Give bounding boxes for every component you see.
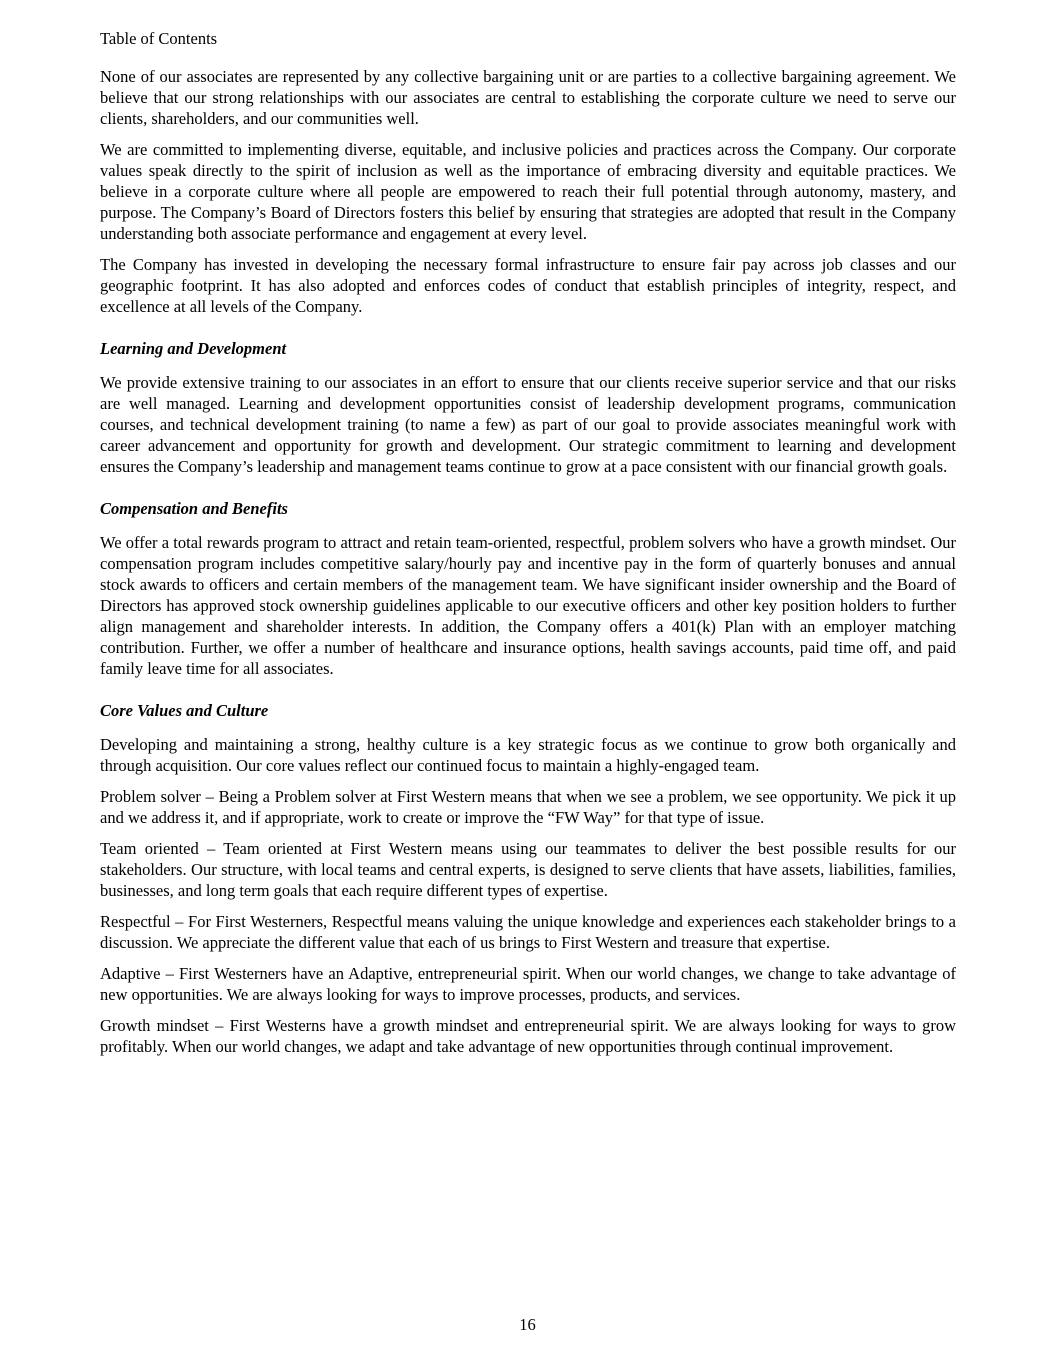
section-heading-compensation-and-benefits: Compensation and Benefits [100,499,288,518]
paragraph-training: We provide extensive training to our associates in an effort to ensure that our clients receive superior service and that our risks are well managed. Learning and development opportunities consist of leadership development programs, communication courses, and technical development training (to name a few) as part of our goal to provide associates meaningful work with career advancement and opportunity for growth and development. Our strategic commitment to learning and development ensures the Company’s leadership and management teams continue to grow at a pace consistent with our financial growth goals. [100,373,956,476]
document-body [100,66,956,1067]
table-of-contents-link[interactable]: Table of Contents [100,29,218,48]
paragraph-adaptive: Adaptive – First Westerners have an Adaptive, entrepreneurial spirit. When our world changes, we change to take advantage of new opportunities. We are always looking for ways to improve processes, products, and services. [100,964,956,1004]
section-heading-learning-and-development: Learning and Development [100,339,287,358]
paragraph-culture-focus: Developing and maintaining a strong, healthy culture is a key strategic focus as we continue to grow both organically and through acquisition. Our core values reflect our continued focus to maintain a highly-engaged team. [100,735,956,775]
paragraph-growth-mindset: Growth mindset – First Westerns have a growth mindset and entrepreneurial spirit. We are always looking for ways to grow profitably. When our world changes, we adapt and take advantage of new opportunities through continual improvement. [100,1016,956,1056]
section-heading-core-values-and-culture: Core Values and Culture [100,701,269,720]
paragraph-fair-pay: The Company has invested in developing the necessary formal infrastructure to ensure fair pay across job classes and our geographic footprint. It has also adopted and enforces codes of conduct that establish principles of integrity, respect, and excellence at all levels of the Company. [100,255,956,316]
paragraph-respectful: Respectful – For First Westerners, Respectful means valuing the unique knowledge and experiences each stakeholder brings to a discussion. We appreciate the different value that each of us brings to First Western and treasure that expertise. [100,912,956,952]
paragraph-total-rewards: We offer a total rewards program to attract and retain team-oriented, respectful, problem solvers who have a growth mindset. Our compensation program includes competitive salary/hourly pay and incentive pay in the form of quarterly bonuses and annual stock awards to officers and certain members of the management team. We have significant insider ownership and the Board of Directors has approved stock ownership guidelines applicable to our executive officers and other key position holders to further align management and shareholder interests. In addition, the Company offers a 401(k) Plan with an employer matching contribution. Further, we offer a number of healthcare and insurance options, health savings accounts, paid time off, and paid family leave time for all associates. [100,533,956,678]
paragraph-diversity-inclusion: We are committed to implementing diverse, equitable, and inclusive policies and practices across the Company. Our corporate values speak directly to the spirit of inclusion as well as the importance of embracing diversity and equitable practices. We believe in a corporate culture where all people are empowered to reach their full potential through autonomy, mastery, and purpose. The Company’s Board of Directors fosters this belief by ensuring that strategies are adopted that result in the Company understanding both associate performance and engagement at every level. [100,140,956,243]
paragraph-problem-solver: Problem solver – Being a Problem solver at First Western means that when we see a problem, we see opportunity. We pick it up and we address it, and if appropriate, work to create or improve the “FW Way” for that type of issue. [100,787,956,827]
paragraph-associates-bargaining: None of our associates are represented by any collective bargaining unit or are parties to a collective bargaining agreement. We believe that our strong relationships with our associates are central to establishing the corporate culture we need to serve our clients, shareholders, and our communities well. [100,67,956,128]
paragraph-team-oriented: Team oriented – Team oriented at First Western means using our teammates to deliver the best possible results for our stakeholders. Our structure, with local teams and central experts, is designed to serve clients that have assets, liabilities, families, businesses, and long term goals that each require different types of expertise. [100,839,956,900]
page-number: 16 [519,1315,536,1334]
